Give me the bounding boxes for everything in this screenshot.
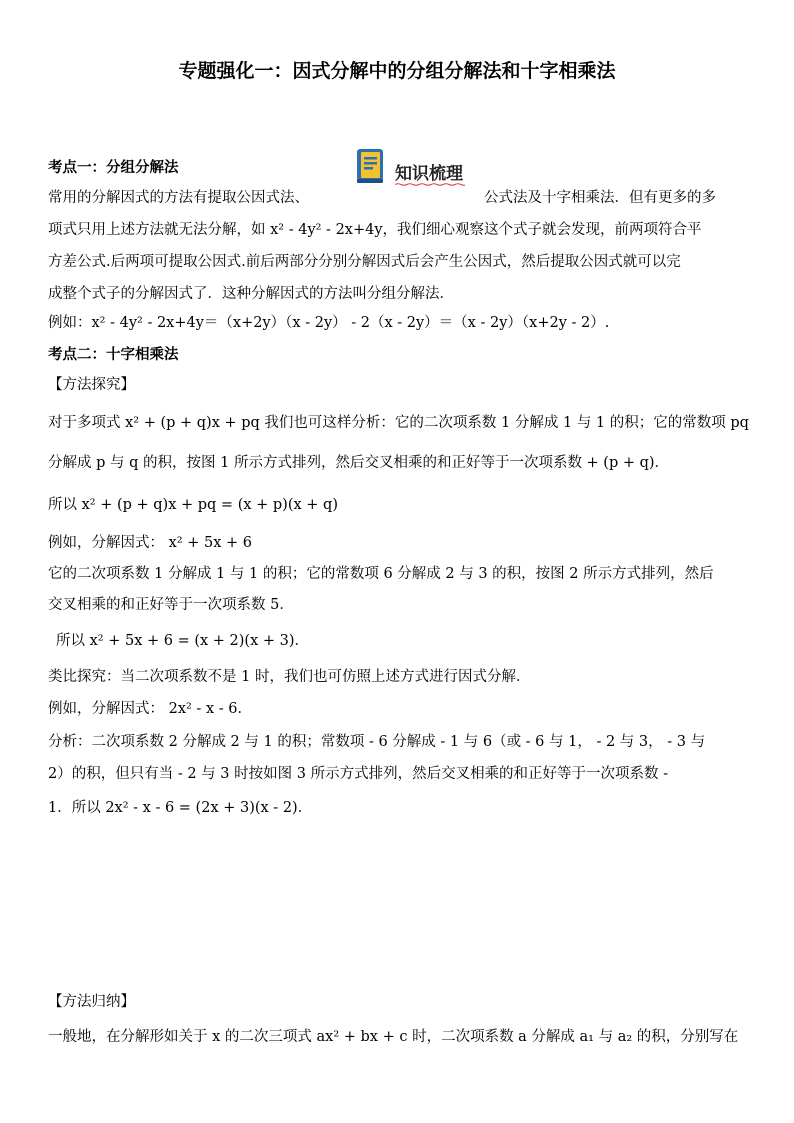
formula-line: 1．所以 2x² - x - 6 = (2x + 3)(x - 2)． xyxy=(48,800,313,816)
paragraph-line: 交叉相乘的和正好等于一次项系数 5． xyxy=(48,597,294,613)
section-heading-cross-method: 考点二：十字相乘法 xyxy=(48,347,179,363)
paragraph-line: 分解成 p 与 q 的积，按图 1 所示方式排列，然后交叉相乘的和正好等于一次项系数 + (p + q)． xyxy=(48,455,670,471)
paragraph-line: 它的二次项系数 1 分解成 1 与 1 的积；它的常数项 6 分解成 2 与 3 的积，按图 2 所示方式排列，然后 xyxy=(48,566,714,582)
paragraph-line: 成整个式子的分解因式了．这种分解因式的方法叫分组分解法． xyxy=(48,286,454,302)
example-line: 例如，分解因式： 2x² - x - 6． xyxy=(48,701,252,717)
method-label: 【方法探究】 xyxy=(48,377,135,393)
paragraph-line: 分析：二次项系数 2 分解成 2 与 1 的积；常数项 - 6 分解成 - 1 与 6（或 - 6 与 1， - 2 与 3， - 3 与 xyxy=(48,734,706,750)
knowledge-badge xyxy=(355,147,467,189)
paragraph-line: 公式法及十字相乘法．但有更多的多 xyxy=(484,190,716,206)
example-line: 例如：x² - 4y² - 2x+4y＝（x+2y）（x - 2y） - 2（x - 2y）＝（x - 2y）（x+2y - 2）. xyxy=(48,315,610,331)
wavy-underline xyxy=(395,183,465,186)
formula-line: 所以 x² + (p + q)x + pq = (x + p)(x + q) xyxy=(48,497,338,513)
paragraph-line: 一般地，在分解形如关于 x 的二次三项式 ax² + bx + c 时，二次项系数 a 分解成 a₁ 与 a₂ 的积，分别写在 xyxy=(48,1029,739,1045)
formula-line: 所以 x² + 5x + 6 = (x + 2)(x + 3)． xyxy=(56,633,309,649)
page-title: 专题强化一：因式分解中的分组分解法和十字相乘法 xyxy=(178,60,616,82)
section-heading-grouping: 考点一：分组分解法 xyxy=(48,160,179,176)
paragraph-line: 2）的积，但只有当 - 2 与 3 时按如图 3 所示方式排列，然后交叉相乘的和正好等于一次项系数 - xyxy=(48,766,669,782)
method-summary-heading: 【方法归纳】 xyxy=(48,994,135,1010)
book-icon xyxy=(355,147,387,185)
badge-label: 知识梳理 xyxy=(395,164,463,184)
example-line: 例如，分解因式： x² + 5x + 6 xyxy=(48,535,252,551)
paragraph-line: 方差公式.后两项可提取公因式.前后两部分分别分解因式后会产生公因式，然后提取公因式就可以完 xyxy=(48,254,681,270)
paragraph-line: 常用的分解因式的方法有提取公因式法、 xyxy=(48,190,309,206)
paragraph-line: 对于多项式 x² + (p + q)x + pq 我们也可这样分析：它的二次项系数 1 分解成 1 与 1 的积；它的常数项 pq xyxy=(48,415,749,431)
paragraph-line: 项式只用上述方法就无法分解，如 x² - 4y² - 2x+4y，我们细心观察这个式子就会发现，前两项符合平 xyxy=(48,222,702,238)
paragraph-line: 类比探究：当二次项系数不是 1 时，我们也可仿照上述方式进行因式分解． xyxy=(48,669,531,685)
